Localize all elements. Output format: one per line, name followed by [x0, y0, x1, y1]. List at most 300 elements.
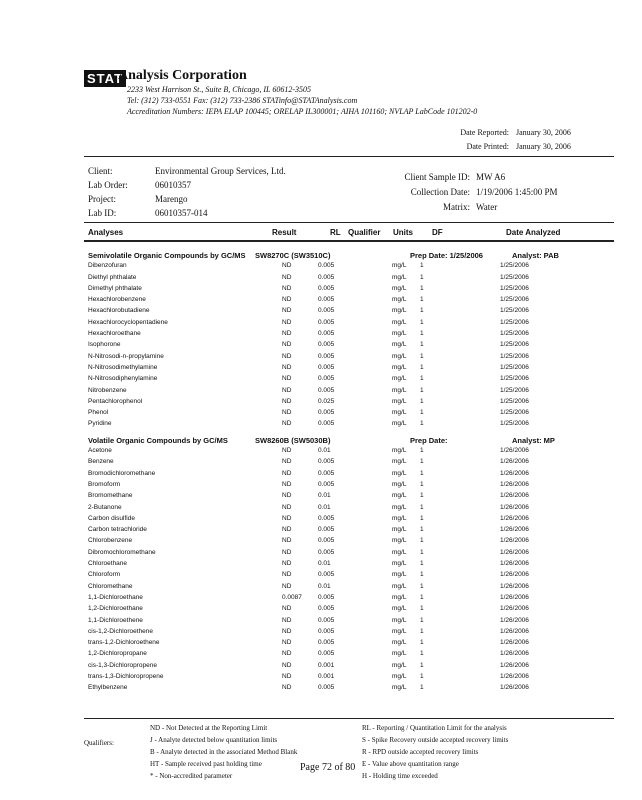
date-analyzed: 1/26/2006 — [500, 616, 529, 624]
reporting-limit: 0.005 — [318, 537, 335, 545]
table-row — [0, 363, 642, 374]
reporting-limit: 0.005 — [318, 330, 335, 338]
qualifiers-label: Qualifiers: — [84, 739, 114, 747]
result: ND — [282, 363, 292, 371]
reporting-limit: 0.01 — [318, 560, 331, 568]
col-date-analyzed: Date Analyzed — [506, 228, 561, 237]
table-row — [0, 457, 642, 468]
prep-date: Prep Date: — [410, 435, 448, 445]
result: ND — [282, 560, 292, 568]
qualifier-definition: J - Analyte detected below quantitation limits — [150, 736, 278, 744]
reporting-limit: 0.005 — [318, 273, 335, 281]
dilution-factor: 1 — [420, 447, 424, 455]
qualifier-definition: H - Holding time exceeded — [362, 772, 438, 780]
analyte-name: Diethyl phthalate — [88, 273, 137, 281]
dilution-factor: 1 — [420, 593, 424, 601]
dilution-factor: 1 — [420, 605, 424, 613]
units: mg/L — [392, 341, 407, 349]
table-row — [0, 593, 642, 604]
reporting-limit: 0.005 — [318, 605, 335, 613]
table-row — [0, 340, 642, 351]
table-row — [0, 295, 642, 306]
col-units: Units — [393, 228, 413, 237]
analyte-name: Bromodichloromethane — [88, 469, 156, 477]
table-row — [0, 419, 642, 430]
dilution-factor: 1 — [420, 397, 424, 405]
units: mg/L — [392, 469, 407, 477]
result: ND — [282, 330, 292, 338]
date-analyzed: 1/26/2006 — [500, 593, 529, 601]
date-analyzed: 1/26/2006 — [500, 650, 529, 658]
units: mg/L — [392, 352, 407, 360]
units: mg/L — [392, 537, 407, 545]
date-analyzed: 1/26/2006 — [500, 469, 529, 477]
col-qualifier: Qualifier — [348, 228, 381, 237]
units: mg/L — [392, 480, 407, 488]
dilution-factor: 1 — [420, 409, 424, 417]
date-analyzed: 1/26/2006 — [500, 503, 529, 511]
date-analyzed: 1/26/2006 — [500, 639, 529, 647]
reporting-limit: 0.005 — [318, 458, 335, 466]
table-row — [0, 627, 642, 638]
analyte-name: N-Nitrosodimethylamine — [88, 363, 158, 371]
table-row — [0, 491, 642, 502]
units: mg/L — [392, 672, 407, 680]
table-row — [0, 604, 642, 615]
analyte-name: Chloroethane — [88, 560, 128, 568]
date-analyzed: 1/25/2006 — [500, 284, 529, 292]
date-analyzed: 1/25/2006 — [500, 386, 529, 394]
dilution-factor: 1 — [420, 684, 424, 692]
result: ND — [282, 514, 292, 522]
dilution-factor: 1 — [420, 492, 424, 500]
reporting-limit: 0.005 — [318, 616, 335, 624]
analyte-name: Benzene — [88, 458, 114, 466]
divider — [84, 718, 614, 719]
analyte-name: Hexachlorobutadiene — [88, 307, 150, 315]
section-header — [0, 250, 642, 261]
date-analyzed: 1/26/2006 — [500, 548, 529, 556]
units: mg/L — [392, 639, 407, 647]
units: mg/L — [392, 605, 407, 613]
result: ND — [282, 503, 292, 511]
units: mg/L — [392, 397, 407, 405]
analyte-name: 1,2-Dichloropropane — [88, 650, 147, 658]
date-analyzed: 1/25/2006 — [500, 318, 529, 326]
analyte-name: cis-1,2-Dichloroethene — [88, 627, 154, 635]
analyte-name: Chloromethane — [88, 582, 133, 590]
date-analyzed: 1/26/2006 — [500, 526, 529, 534]
reporting-limit: 0.005 — [318, 363, 335, 371]
reporting-limit: 0.005 — [318, 469, 335, 477]
analyte-name: 1,1-Dichloroethene — [88, 616, 143, 624]
units: mg/L — [392, 458, 407, 466]
dilution-factor: 1 — [420, 639, 424, 647]
divider — [84, 222, 614, 223]
dilution-factor: 1 — [420, 273, 424, 281]
units: mg/L — [392, 514, 407, 522]
table-row — [0, 408, 642, 419]
table-row — [0, 536, 642, 547]
analyte-name: cis-1,3-Dichloropropene — [88, 661, 158, 669]
table-row — [0, 503, 642, 514]
company-name: Analysis Corporation — [118, 68, 247, 83]
date-analyzed: 1/26/2006 — [500, 514, 529, 522]
date-printed-label: Date Printed: — [466, 142, 509, 151]
result: ND — [282, 352, 292, 360]
reporting-limit: 0.005 — [318, 318, 335, 326]
dilution-factor: 1 — [420, 386, 424, 394]
project-value: Marengo — [155, 194, 188, 204]
qualifier-definition: E - Value above quantitation range — [362, 760, 459, 768]
units: mg/L — [392, 650, 407, 658]
dilution-factor: 1 — [420, 375, 424, 383]
result: ND — [282, 447, 292, 455]
units: mg/L — [392, 307, 407, 315]
lab-id-label: Lab ID: — [88, 208, 117, 218]
project-label: Project: — [88, 194, 116, 204]
date-analyzed: 1/26/2006 — [500, 582, 529, 590]
date-analyzed: 1/26/2006 — [500, 627, 529, 635]
section-title: Semivolatile Organic Compounds by GC/MS — [88, 251, 246, 260]
date-analyzed: 1/26/2006 — [500, 605, 529, 613]
dilution-factor: 1 — [420, 661, 424, 669]
result: ND — [282, 571, 292, 579]
date-analyzed: 1/26/2006 — [500, 571, 529, 579]
reporting-limit: 0.005 — [318, 262, 335, 270]
analyte-name: trans-1,3-Dichloropropene — [88, 672, 164, 680]
reporting-limit: 0.005 — [318, 352, 335, 360]
dilution-factor: 1 — [420, 526, 424, 534]
table-row — [0, 318, 642, 329]
analyte-name: 1,2-Dichloroethane — [88, 605, 143, 613]
reporting-limit: 0.005 — [318, 548, 335, 556]
result: ND — [282, 318, 292, 326]
units: mg/L — [392, 262, 407, 270]
result: ND — [282, 420, 292, 428]
table-row — [0, 306, 642, 317]
dilution-factor: 1 — [420, 296, 424, 304]
analyte-name: Ethylbenzene — [88, 684, 128, 692]
result: ND — [282, 650, 292, 658]
lab-order-label: Lab Order: — [88, 180, 128, 190]
date-reported-label: Date Reported: — [460, 128, 509, 137]
qualifier-definition: * - Non-accredited parameter — [150, 772, 233, 780]
lab-id-value: 06010357-014 — [155, 208, 208, 218]
method: SW8270C (SW3510C) — [255, 251, 331, 260]
result: ND — [282, 469, 292, 477]
reporting-limit: 0.005 — [318, 627, 335, 635]
table-row — [0, 514, 642, 525]
client-sample-id-label: Client Sample ID: — [404, 172, 470, 182]
dilution-factor: 1 — [420, 307, 424, 315]
table-row — [0, 661, 642, 672]
dilution-factor: 1 — [420, 262, 424, 270]
dilution-factor: 1 — [420, 537, 424, 545]
company-contact: Tel: (312) 733-0551 Fax: (312) 733-2386 STATinfo@STATAnalysis.com — [127, 96, 358, 105]
lab-order-value: 06010357 — [155, 180, 191, 190]
result: ND — [282, 672, 292, 680]
units: mg/L — [392, 296, 407, 304]
date-analyzed: 1/26/2006 — [500, 684, 529, 692]
dilution-factor: 1 — [420, 548, 424, 556]
units: mg/L — [392, 560, 407, 568]
date-reported: January 30, 2006 — [516, 128, 571, 137]
analyte-name: Dimethyl phthalate — [88, 284, 142, 292]
method: SW8260B (SW5030B) — [255, 435, 331, 445]
company-address: 2233 West Harrison St., Suite B, Chicago, IL 60612-3505 — [127, 85, 312, 94]
collection-date-value: 1/19/2006 1:45:00 PM — [476, 187, 558, 197]
date-analyzed: 1/25/2006 — [500, 397, 529, 405]
analyte-name: Bromoform — [88, 480, 121, 488]
units: mg/L — [392, 409, 407, 417]
collection-date-label: Collection Date: — [410, 187, 470, 197]
table-row — [0, 386, 642, 397]
reporting-limit: 0.025 — [318, 397, 335, 405]
analyte-name: 2-Butanone — [88, 503, 122, 511]
col-result: Result — [272, 228, 297, 237]
dilution-factor: 1 — [420, 672, 424, 680]
col-df: DF — [432, 228, 443, 237]
reporting-limit: 0.005 — [318, 409, 335, 417]
dilution-factor: 1 — [420, 650, 424, 658]
analyte-name: 1,1-Dichloroethane — [88, 593, 143, 601]
analyte-name: Pyridine — [88, 420, 112, 428]
reporting-limit: 0.005 — [318, 650, 335, 658]
units: mg/L — [392, 582, 407, 590]
analyte-name: Carbon disulfide — [88, 514, 135, 522]
date-analyzed: 1/25/2006 — [500, 352, 529, 360]
date-printed: January 30, 2006 — [516, 142, 571, 151]
table-row — [0, 397, 642, 408]
analyte-name: Phenol — [88, 409, 109, 417]
reporting-limit: 0.005 — [318, 341, 335, 349]
units: mg/L — [392, 593, 407, 601]
date-analyzed: 1/25/2006 — [500, 273, 529, 281]
date-analyzed: 1/25/2006 — [500, 307, 529, 315]
dilution-factor: 1 — [420, 352, 424, 360]
dilution-factor: 1 — [420, 560, 424, 568]
table-row — [0, 469, 642, 480]
dilution-factor: 1 — [420, 318, 424, 326]
table-row — [0, 570, 642, 581]
matrix-value: Water — [476, 202, 498, 212]
reporting-limit: 0.005 — [318, 571, 335, 579]
section-title: Volatile Organic Compounds by GC/MS — [88, 435, 228, 445]
dilution-factor: 1 — [420, 363, 424, 371]
result: ND — [282, 684, 292, 692]
divider — [84, 156, 614, 157]
units: mg/L — [392, 420, 407, 428]
dilution-factor: 1 — [420, 616, 424, 624]
dilution-factor: 1 — [420, 469, 424, 477]
units: mg/L — [392, 330, 407, 338]
dilution-factor: 1 — [420, 420, 424, 428]
result: ND — [282, 341, 292, 349]
analyte-name: N-Nitrosodi-n-propylamine — [88, 352, 164, 360]
result: ND — [282, 458, 292, 466]
result: ND — [282, 480, 292, 488]
table-row — [0, 672, 642, 683]
units: mg/L — [392, 273, 407, 281]
result: ND — [282, 296, 292, 304]
table-row — [0, 284, 642, 295]
table-row — [0, 559, 642, 570]
reporting-limit: 0.005 — [318, 296, 335, 304]
table-row — [0, 352, 642, 363]
dilution-factor: 1 — [420, 458, 424, 466]
dilution-factor: 1 — [420, 514, 424, 522]
units: mg/L — [392, 284, 407, 292]
date-analyzed: 1/25/2006 — [500, 375, 529, 383]
qualifier-definition: S - Spike Recovery outside accepted recovery limits — [362, 736, 509, 744]
dilution-factor: 1 — [420, 503, 424, 511]
qualifier-definition: HT - Sample received past holding time — [150, 760, 262, 768]
analyte-name: Chloroform — [88, 571, 121, 579]
units: mg/L — [392, 492, 407, 500]
reporting-limit: 0.01 — [318, 582, 331, 590]
analyte-name: Pentachlorophenol — [88, 397, 143, 405]
result: ND — [282, 661, 292, 669]
date-analyzed: 1/25/2006 — [500, 296, 529, 304]
date-analyzed: 1/26/2006 — [500, 560, 529, 568]
reporting-limit: 0.005 — [318, 480, 335, 488]
dilution-factor: 1 — [420, 480, 424, 488]
analyte-name: Bromomethane — [88, 492, 133, 500]
result: ND — [282, 397, 292, 405]
analyte-name: Dibenzofuran — [88, 262, 127, 270]
prep-date: Prep Date: 1/25/2006 — [410, 251, 483, 260]
dilution-factor: 1 — [420, 571, 424, 579]
analyte-name: Hexachlorocyclopentadiene — [88, 318, 168, 326]
table-row — [0, 683, 642, 694]
date-analyzed: 1/26/2006 — [500, 492, 529, 500]
analyte-name: Nitrobenzene — [88, 386, 127, 394]
divider — [84, 240, 614, 242]
result: ND — [282, 492, 292, 500]
reporting-limit: 0.01 — [318, 503, 331, 511]
col-rl: RL — [330, 228, 341, 237]
result: ND — [282, 639, 292, 647]
reporting-limit: 0.001 — [318, 661, 335, 669]
result: ND — [282, 548, 292, 556]
result: ND — [282, 627, 292, 635]
section-header — [0, 435, 642, 446]
analyte-name: Dibromochloromethane — [88, 548, 156, 556]
date-analyzed: 1/26/2006 — [500, 458, 529, 466]
analyte-name: Acetone — [88, 447, 112, 455]
company-logo: STAT — [84, 70, 126, 87]
table-row — [0, 374, 642, 385]
units: mg/L — [392, 375, 407, 383]
units: mg/L — [392, 503, 407, 511]
reporting-limit: 0.005 — [318, 386, 335, 394]
dilution-factor: 1 — [420, 627, 424, 635]
client-value: Environmental Group Services, Ltd. — [155, 166, 286, 176]
result: ND — [282, 284, 292, 292]
col-analyses: Analyses — [88, 228, 124, 237]
analyst: Analyst: MP — [512, 435, 555, 445]
reporting-limit: 0.005 — [318, 284, 335, 292]
analyte-name: N-Nitrosodiphenylamine — [88, 375, 158, 383]
date-analyzed: 1/25/2006 — [500, 262, 529, 270]
units: mg/L — [392, 526, 407, 534]
qualifier-definition: R - RPD outside accepted recovery limits — [362, 748, 479, 756]
dilution-factor: 1 — [420, 330, 424, 338]
result: ND — [282, 262, 292, 270]
reporting-limit: 0.005 — [318, 684, 335, 692]
date-analyzed: 1/26/2006 — [500, 661, 529, 669]
analyte-name: Chlorobenzene — [88, 537, 133, 545]
result: ND — [282, 582, 292, 590]
qualifier-definition: ND - Not Detected at the Reporting Limit — [150, 724, 268, 732]
dilution-factor: 1 — [420, 582, 424, 590]
reporting-limit: 0.005 — [318, 375, 335, 383]
date-analyzed: 1/25/2006 — [500, 409, 529, 417]
reporting-limit: 0.005 — [318, 593, 335, 601]
result: 0.0087 — [282, 593, 302, 601]
units: mg/L — [392, 447, 407, 455]
result: ND — [282, 616, 292, 624]
table-row — [0, 480, 642, 491]
units: mg/L — [392, 684, 407, 692]
date-analyzed: 1/25/2006 — [500, 341, 529, 349]
date-analyzed: 1/26/2006 — [500, 672, 529, 680]
table-row — [0, 273, 642, 284]
date-analyzed: 1/25/2006 — [500, 420, 529, 428]
result: ND — [282, 605, 292, 613]
client-sample-id-value: MW A6 — [476, 172, 506, 182]
units: mg/L — [392, 386, 407, 394]
reporting-limit: 0.005 — [318, 526, 335, 534]
analyst: Analyst: PAB — [512, 251, 559, 260]
qualifier-definition: B - Analyte detected in the associated Method Blank — [150, 748, 298, 756]
result: ND — [282, 307, 292, 315]
units: mg/L — [392, 616, 407, 624]
units: mg/L — [392, 318, 407, 326]
date-analyzed: 1/26/2006 — [500, 537, 529, 545]
result: ND — [282, 526, 292, 534]
table-row — [0, 548, 642, 559]
units: mg/L — [392, 548, 407, 556]
result: ND — [282, 375, 292, 383]
reporting-limit: 0.005 — [318, 307, 335, 315]
analyte-name: Hexachloroethane — [88, 330, 141, 338]
client-label: Client: — [88, 166, 113, 176]
date-analyzed: 1/25/2006 — [500, 330, 529, 338]
table-row — [0, 261, 642, 272]
table-row — [0, 446, 642, 457]
result: ND — [282, 386, 292, 394]
table-row — [0, 616, 642, 627]
reporting-limit: 0.005 — [318, 639, 335, 647]
analyte-name: Hexachlorobenzene — [88, 296, 146, 304]
date-analyzed: 1/26/2006 — [500, 447, 529, 455]
date-analyzed: 1/25/2006 — [500, 363, 529, 371]
table-row — [0, 582, 642, 593]
analyte-name: trans-1,2-Dichloroethene — [88, 639, 160, 647]
units: mg/L — [392, 661, 407, 669]
reporting-limit: 0.001 — [318, 672, 335, 680]
accreditation-numbers: Accreditation Numbers: IEPA ELAP 100445; ORELAP IL300001; AIHA 101160; NVLAP LabCode 101202-0 — [127, 107, 478, 116]
qualifier-definition: RL - Reporting / Quantitation Limit for the analysis — [362, 724, 507, 732]
reporting-limit: 0.01 — [318, 447, 331, 455]
dilution-factor: 1 — [420, 284, 424, 292]
matrix-label: Matrix: — [443, 202, 470, 212]
table-row — [0, 649, 642, 660]
result: ND — [282, 273, 292, 281]
analyte-name: Isophorone — [88, 341, 121, 349]
